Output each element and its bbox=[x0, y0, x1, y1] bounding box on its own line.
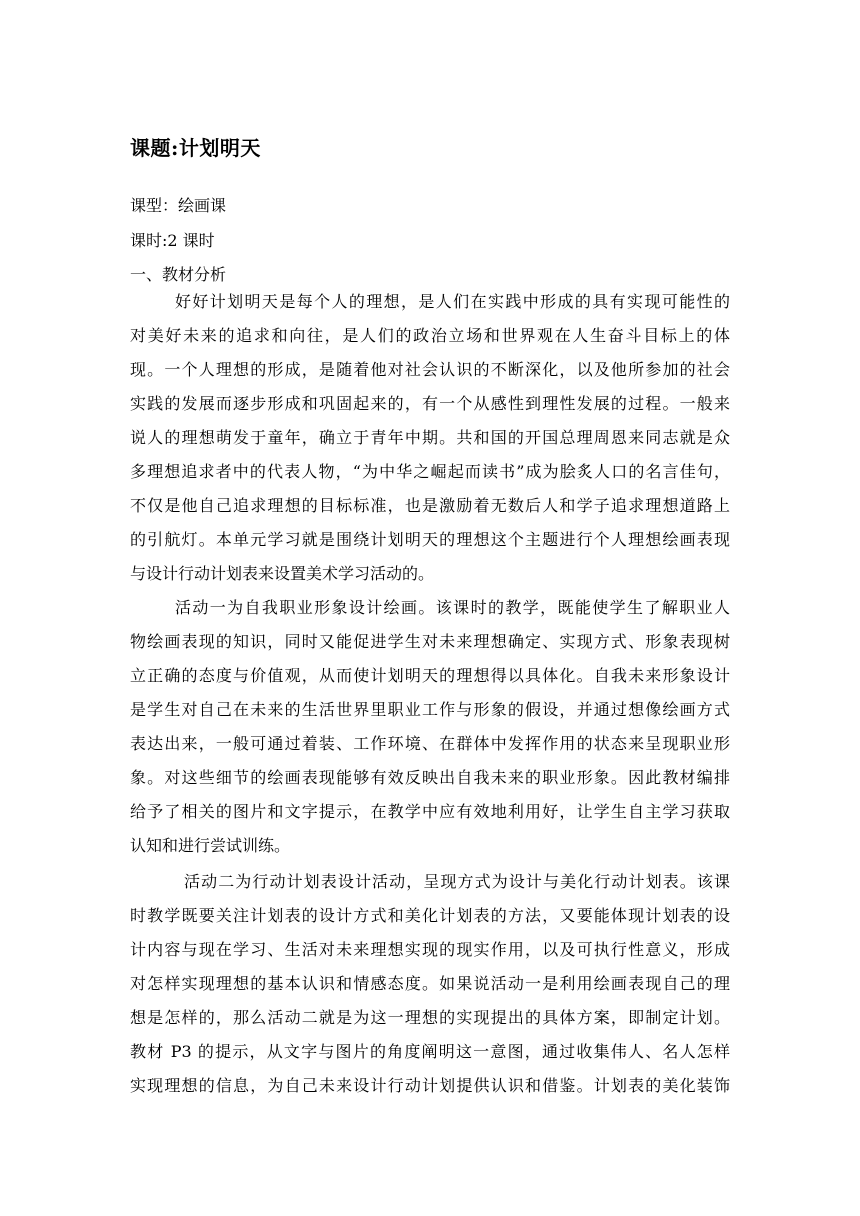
paragraph-line: 象。对这些细节的绘画表现能够有效反映出自我未来的职业形象。因此教材编排 bbox=[130, 768, 730, 787]
paragraph-line: 活动二为行动计划表设计活动，呈现方式为设计与美化行动计划表。该课 bbox=[184, 872, 730, 891]
paragraph-line: 不仅是他自己追求理想的目标标准，也是激励着无数后人和学子追求理想道路上 bbox=[130, 496, 730, 515]
paragraph-line: 实践的发展而逐步形成和巩固起来的，有一个从感性到理性发展的过程。一般来 bbox=[130, 394, 730, 413]
paragraph-line: 实现理想的信息，为自己未来设计行动计划提供认识和借鉴。计划表的美化装饰 bbox=[130, 1076, 730, 1095]
paragraph-line: 活动一为自我职业形象设计绘画。该课时的教学，既能使学生了解职业人 bbox=[175, 598, 730, 617]
paragraph-line: 与设计行动计划表来设置美术学习活动的。 bbox=[130, 564, 435, 583]
paragraph-line: 好好计划明天是每个人的理想，是人们在实践中形成的具有实现可能性的 bbox=[175, 292, 730, 311]
lesson-title: 课题:计划明天 bbox=[130, 136, 261, 160]
paragraph-line: 教材 P3 的提示，从文字与图片的角度阐明这一意图，通过收集伟人、名人怎样 bbox=[130, 1042, 730, 1061]
paragraph-line: 给予了相关的图片和文字提示，在教学中应有效地利用好，让学生自主学习获取 bbox=[130, 802, 730, 821]
paragraph-line: 时教学既要关注计划表的设计方式和美化计划表的方法，又要能体现计划表的设 bbox=[130, 906, 730, 925]
paragraph-line: 认知和进行尝试训练。 bbox=[130, 836, 291, 855]
paragraph-line: 多理想追求者中的代表人物，“为中华之崛起而读书”成为脍炙人口的名言佳句， bbox=[130, 462, 730, 481]
paragraph-line: 立正确的态度与价值观，从而使计划明天的理想得以具体化。自我未来形象设计 bbox=[130, 666, 730, 685]
paragraph-line: 现。一个人理想的形成，是随着他对社会认识的不断深化，以及他所参加的社会 bbox=[130, 360, 730, 379]
lesson-hours: 课时:2 课时 bbox=[130, 231, 215, 250]
paragraph-line: 表达出来，一般可通过着装、工作环境、在群体中发挥作用的状态来呈现职业形 bbox=[130, 734, 730, 753]
paragraph-line: 说人的理想萌发于童年，确立于青年中期。共和国的开国总理周恩来同志就是众 bbox=[130, 428, 730, 447]
paragraph-line: 的引航灯。本单元学习就是围绕计划明天的理想这个主题进行个人理想绘画表现 bbox=[130, 530, 730, 549]
paragraph-line: 对怎样实现理想的基本认识和情感态度。如果说活动一是利用绘画表现自己的理 bbox=[130, 974, 730, 993]
paragraph-line: 计内容与现在学习、生活对未来理想实现的现实作用，以及可执行性意义，形成 bbox=[130, 940, 730, 959]
paragraph-line: 对美好未来的追求和向往，是人们的政治立场和世界观在人生奋斗目标上的体 bbox=[130, 326, 730, 345]
paragraph-line: 想是怎样的，那么活动二就是为这一理想的实现提出的具体方案，即制定计划。 bbox=[130, 1008, 730, 1027]
paragraph-line: 物绘画表现的知识，同时又能促进学生对未来理想确定、实现方式、形象表现树 bbox=[130, 632, 730, 651]
paragraph-line: 是学生对自己在未来的生活世界里职业工作与形象的假设，并通过想像绘画方式 bbox=[130, 700, 730, 719]
lesson-type: 课型：绘画课 bbox=[130, 196, 227, 215]
section-heading: 一、教材分析 bbox=[130, 265, 227, 284]
